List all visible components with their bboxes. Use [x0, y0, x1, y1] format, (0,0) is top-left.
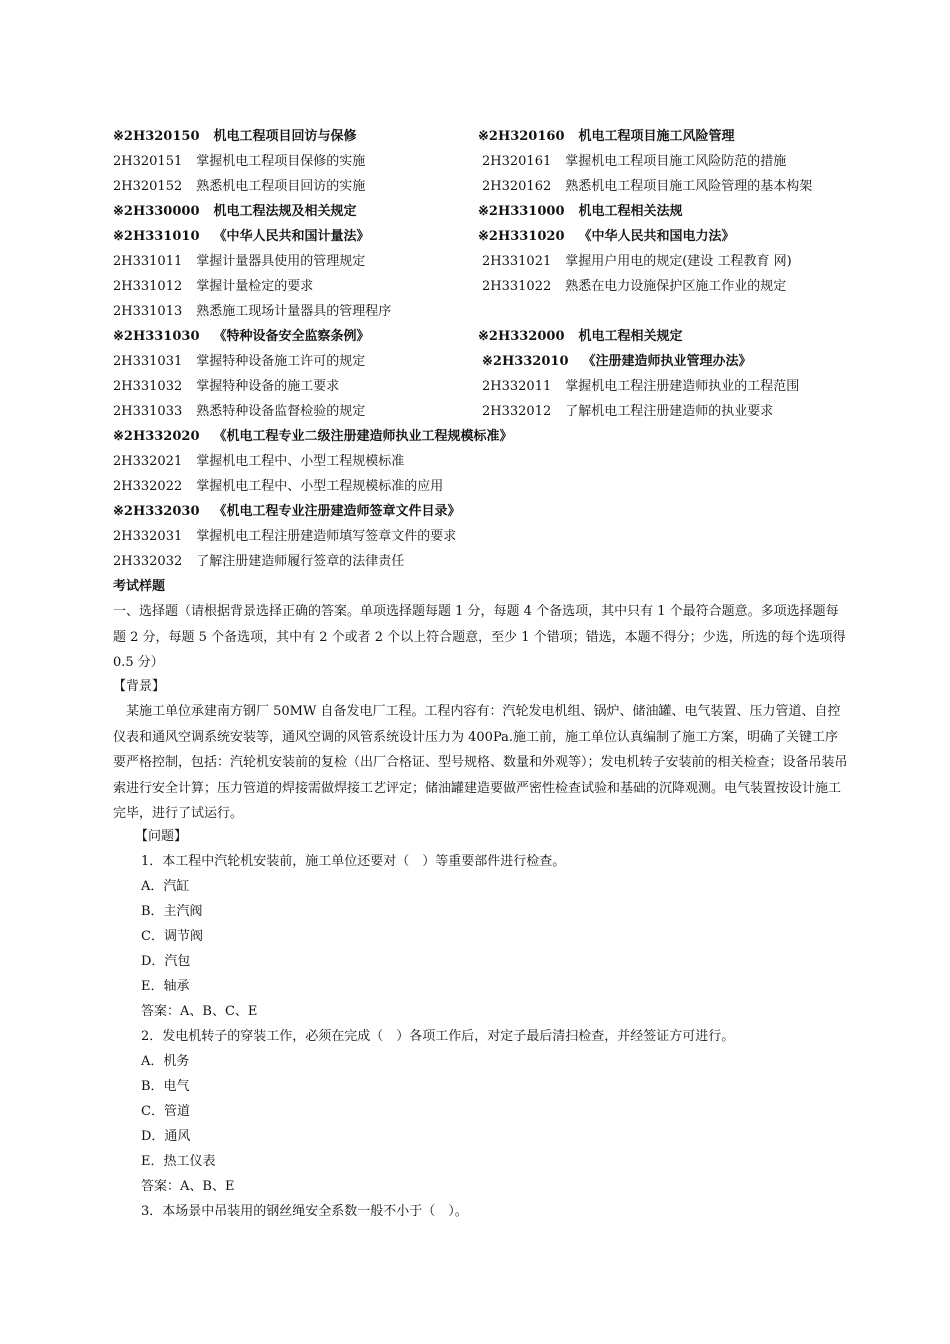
option-line: E．轴承 [141, 979, 190, 994]
exam-heading: 考试样题 [113, 579, 166, 594]
outline-item: 2H331021 掌握用户用电的规定(建设 工程教育 网) [482, 254, 792, 269]
outline-item: 2H331013 熟悉施工现场计量器具的管理程序 [113, 304, 392, 319]
outline-item: 2H331011 掌握计量器具使用的管理规定 [113, 254, 366, 269]
outline-item: 2H332031 掌握机电工程注册建造师填写签章文件的要求 [113, 529, 457, 544]
option-line: A．汽缸 [141, 879, 190, 894]
answer-line: 答案：A、B、C、E [141, 1004, 258, 1019]
question-line: 3．本场景中吊装用的钢丝绳安全系数一般不小于（ ）。 [141, 1204, 468, 1219]
question-line: 1．本工程中汽轮机安装前，施工单位还要对（ ）等重要部件进行检查。 [141, 854, 566, 869]
outline-item: 2H320151 掌握机电工程项目保修的实施 [113, 154, 366, 169]
question-line: 2．发电机转子的穿装工作，必须在完成（ ）各项工作后，对定子最后清扫检查，并经签证方可进行。 [141, 1029, 735, 1044]
outline-item: 2H332022 掌握机电工程中、小型工程规模标准的应用 [113, 479, 444, 494]
background-label: 【背景】 [113, 679, 166, 694]
outline-item: ※2H332020 《机电工程专业二级注册建造师执业工程规模标准》 [113, 429, 513, 444]
outline-item: 2H320161 掌握机电工程项目施工风险防范的措施 [482, 154, 787, 169]
outline-item: ※2H332000 机电工程相关规定 [478, 329, 683, 344]
outline-item: ※2H331000 机电工程相关法规 [478, 204, 683, 219]
outline-item: ※2H332010 《注册建造师执业管理办法》 [482, 354, 752, 369]
outline-item: 2H331012 掌握计量检定的要求 [113, 279, 314, 294]
outline-item: 2H331031 掌握特种设备施工许可的规定 [113, 354, 366, 369]
outline-item: 2H332012 了解机电工程注册建造师的执业要求 [482, 404, 774, 419]
answer-line: 答案：A、B、E [141, 1179, 235, 1194]
option-line: E．热工仪表 [141, 1154, 216, 1169]
outline-item: ※2H330000 机电工程法规及相关规定 [113, 204, 357, 219]
option-line: C．管道 [141, 1104, 190, 1119]
question-label: 【问题】 [135, 829, 188, 844]
option-line: D．通风 [141, 1129, 191, 1144]
option-line: B．电气 [141, 1079, 190, 1094]
outline-item: 2H331032 掌握特种设备的施工要求 [113, 379, 340, 394]
option-line: C．调节阀 [141, 929, 203, 944]
option-line: B．主汽阀 [141, 904, 203, 919]
outline-item: ※2H320150 机电工程项目回访与保修 [113, 129, 357, 144]
option-line: D．汽包 [141, 954, 191, 969]
outline-item: ※2H331030 《特种设备安全监察条例》 [113, 329, 370, 344]
outline-item: 2H320152 熟悉机电工程项目回访的实施 [113, 179, 366, 194]
outline-item: ※2H332030 《机电工程专业注册建造师签章文件目录》 [113, 504, 461, 519]
outline-item: 2H332032 了解注册建造师履行签章的法律责任 [113, 554, 405, 569]
background-text: 某施工单位承建南方钢厂 50MW 自备发电厂工程。工程内容有：汽轮发电机组、锅炉、储油罐、电气装置、压力管道、自控仪表和通风空调系统安装等，通风空调的风管系统设计压力为 400Pa.施工前，施工单位认真编制了施工方案，明确了关键工序要严格控制，包括：汽轮机安装前的复检（出厂合格证、型号规格、数量和外观等）；发电机转子安装前的相关检查；设备吊装吊索进行安全计算；压力管道的焊接需做焊接工艺评定；储油罐建造要做严密性检查试验和基础的沉降观测。电气装置按设计施工完毕，进行了试运行。 [113, 704, 848, 821]
outline-item: 2H331033 熟悉特种设备监督检验的规定 [113, 404, 366, 419]
outline-item: ※2H331010 《中华人民共和国计量法》 [113, 229, 370, 244]
exam-instructions: 一、选择题（请根据背景选择正确的答案。单项选择题每题 1 分，每题 4 个备选项，其中只有 1 个最符合题意。多项选择题每题 2 分，每题 5 个备选项，其中有 2 个或者 2 个以上符合题意，至少 1 个错项；错选，本题不得分；少选，所选的每个选项得 0.5 分） [113, 604, 846, 670]
outline-item: 2H332021 掌握机电工程中、小型工程规模标准 [113, 454, 405, 469]
outline-item: ※2H320160 机电工程项目施工风险管理 [478, 129, 735, 144]
option-line: A．机务 [141, 1054, 190, 1069]
outline-item: 2H332011 掌握机电工程注册建造师执业的工程范围 [482, 379, 800, 394]
outline-item: 2H320162 熟悉机电工程项目施工风险管理的基本构架 [482, 179, 813, 194]
outline-item: 2H331022 熟悉在电力设施保护区施工作业的规定 [482, 279, 787, 294]
outline-item: ※2H331020 《中华人民共和国电力法》 [478, 229, 735, 244]
